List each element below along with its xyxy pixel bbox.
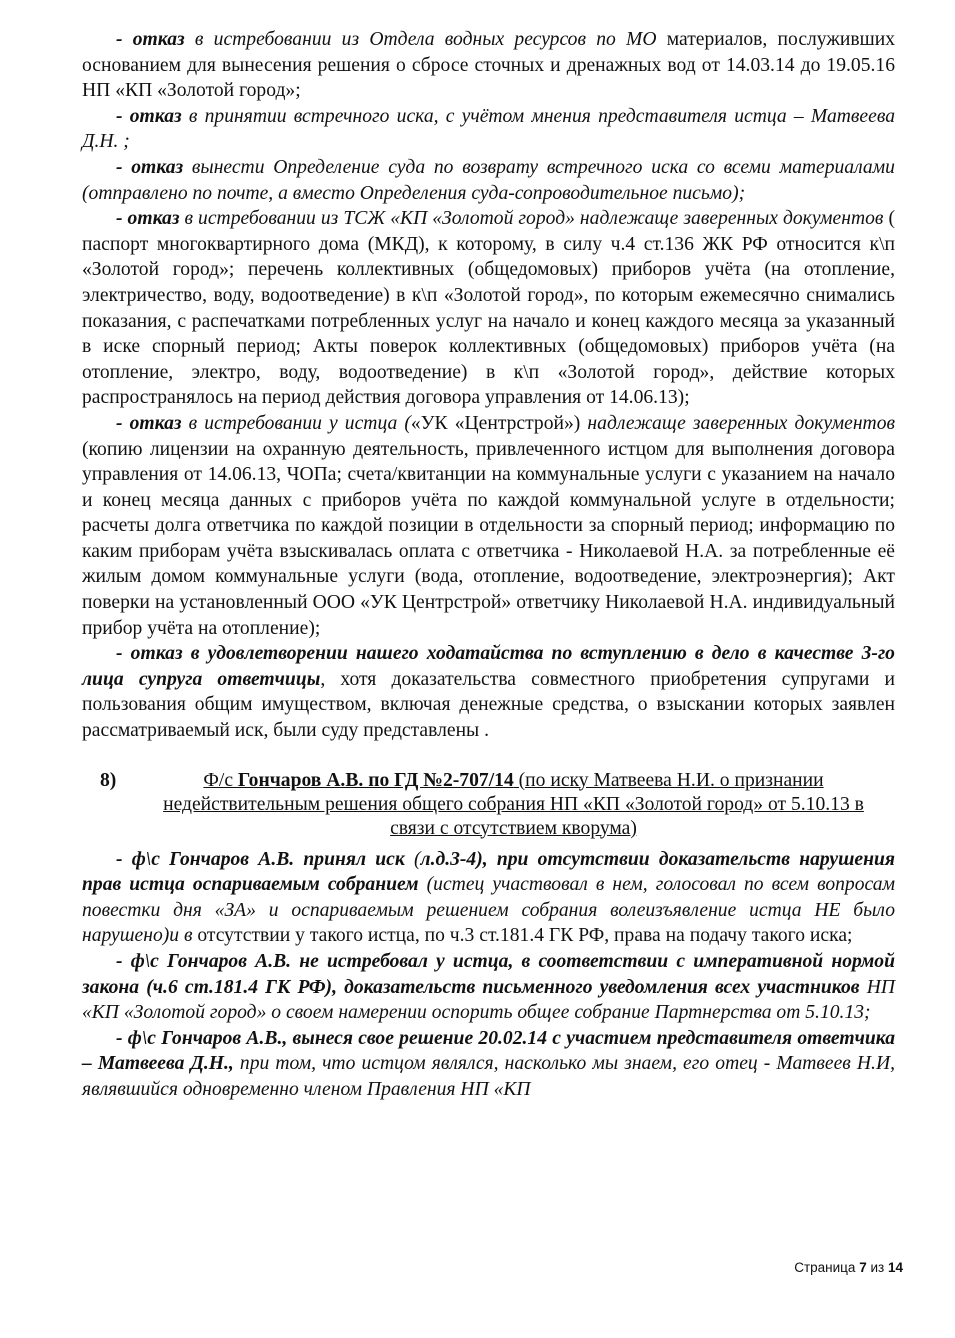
judge-bold-text: - ф\с Гончаров А.В., вынеся свое решение 20.02.14 с участием представителя ответчика – Матвеева Д.Н., xyxy=(82,1027,895,1075)
refusal-text: ( паспорт многоквартирного дома (МКД), к которому, в силу ч.4 ст.136 ЖК РФ относится к\п «Золотой город»; перечень коллективных (общедомовых) приборов учёта (на отопление, электричество, воду, водоотведение) в к\п «Золотой город», по которым ежемесячно снимались показания, с распечатками потребленных услуг на начало и конец каждого месяца за указанный в иске спорный период; Акты поверок коллективных (общедомовых) приборов учёта (на отопление, электро, воду, водоотведение) в к\п «Золотой город», действие которых распространялось на период действия договора управления от 14.06.13); xyxy=(82,208,895,409)
refusal-text: , хотя доказательства совместного приобретения супругами и пользования общим имуществом, включая денежные средства, о взыскании которых заявлен рассматриваемый иск, были суду представлены . xyxy=(82,668,896,742)
refusal-text: «УК «Центрстрой») xyxy=(410,412,581,434)
section-heading xyxy=(82,769,895,841)
refusal-paragraph xyxy=(82,155,895,206)
refusal-italic-text: в удовлетворении нашего ходатайства по вступлению в дело в качестве 3-го лица супруга ответчицы xyxy=(82,643,895,690)
judge-bold-text: л.д.3-4), при отсутствии доказательств нарушения прав истца оспариваемым собранием xyxy=(82,848,895,896)
judge-italic-text: НП «КП «Золотой город» о своем намерении оспорить общее собрание Партнерства от 5.10.13; xyxy=(82,976,895,1024)
judge-paragraph xyxy=(82,847,895,949)
refusal-text: (копию лицензии на охранную деятельность, привлеченного истцом для выполнения договора управления от 14.06.13, ЧОПа; счета/квитанции на коммунальные услуги с указанием на начало и конец месяца данных с приборов учёта по каждой коммунальной услуге в отдельности; расчеты долга ответчика по каждой позиции в отдельности за спорный период; информацию по каким приборам учёта взыскивалась оплата с ответчика - Николаевой Н.А. за потребленные её жилым домом коммунальные услуги (вода, отопление, водоотведение, электроэнергия); Акт поверки на установленный ООО «УК Центрстрой» ответчику Николаевой Н.А. индивидуальный прибор учёта на отопление); xyxy=(82,438,895,639)
refusal-italic-text: в принятии встречного иска, с учётом мнения представителя истца – Матвеева Д.Н. ; xyxy=(82,105,895,153)
refusal-italic-text: вынести Определение суда по возврату встречного иска со всеми материалами (отправлено по почте, а вместо Определения суда-сопроводительное письмо); xyxy=(82,156,895,204)
refusal-paragraph xyxy=(82,27,895,104)
document-text xyxy=(82,27,895,1103)
refusal-lead: - отказ xyxy=(116,29,185,50)
refusal-paragraph xyxy=(82,411,895,641)
refusal-italic-text: надлежаще заверенных документов xyxy=(580,412,895,434)
refusal-lead: - отказ xyxy=(116,208,180,230)
refusal-lead: - отказ xyxy=(116,105,182,127)
judge-name: Гончаров А.В. по ГД №2-707/14 xyxy=(233,769,514,791)
page-footer xyxy=(794,1260,903,1275)
case-description: (по иску Матвеева Н.И. о признании недействительным решения общего собрания НП «КП «Золотой город» от 5.10.13 в связи с отсутствием кворума) xyxy=(163,769,864,839)
refusal-lead: - отказ xyxy=(116,643,183,665)
judge-paragraph xyxy=(82,949,895,1026)
section-title xyxy=(142,769,885,841)
refusal-lead: - отказ xyxy=(116,156,184,178)
page-number: 7 xyxy=(859,1260,867,1275)
refusal-paragraph xyxy=(82,641,895,743)
judge-bold-text: - ф\с Гончаров А.В. не истребовал у истца, в соответствии с императивной нормой закона (ч.6 ст.181.4 ГК РФ), доказательств письменного уведомления всех участников xyxy=(82,951,895,998)
refusal-lead: - отказ xyxy=(116,412,182,434)
refusal-paragraph xyxy=(82,206,895,411)
refusal-italic-text: в истребовании из ТСЖ «КП «Золотой город» надлежаще заверенных документов xyxy=(179,208,884,230)
refusal-italic-text: в истребовании из Отдела водных ресурсов по МО xyxy=(184,29,657,50)
refusal-paragraph xyxy=(82,104,895,155)
refusal-text: материалов, послуживших основанием для вынесения решения о сбросе сточных и дренажных вод от 14.03.14 до 19.05.16 НП «КП «Золотой город»; xyxy=(82,29,895,102)
page-separator: из xyxy=(870,1260,885,1275)
section-number: 8) xyxy=(100,769,117,791)
judge-bold-text: - ф\с Гончаров А.В. принял иск xyxy=(116,848,405,870)
refusal-italic-text: в истребовании у истца ( xyxy=(181,412,411,434)
judge-italic-text: ( xyxy=(404,848,421,870)
judge-paragraph xyxy=(82,1026,895,1103)
page-total: 14 xyxy=(887,1260,903,1275)
judge-italic-text: (истец участвовал в нем, голосовал по всем вопросам повестки дня «ЗА» и оспариваемым решением собрания волеизъявление истца НЕ было нарушено)и в xyxy=(82,874,895,947)
judge-text: отсутствии у такого истца, по ч.3 ст.181.4 ГК РФ, права на подачу такого иска; xyxy=(192,925,853,947)
judge-label: Ф/с xyxy=(203,769,234,791)
judge-italic-text: при том, что истцом являлся, насколько мы знаем, его отец - Матвеев Н.И, являвшийся одновременно членом Правления НП «КП xyxy=(82,1053,896,1100)
page-label: Страница xyxy=(794,1260,856,1275)
